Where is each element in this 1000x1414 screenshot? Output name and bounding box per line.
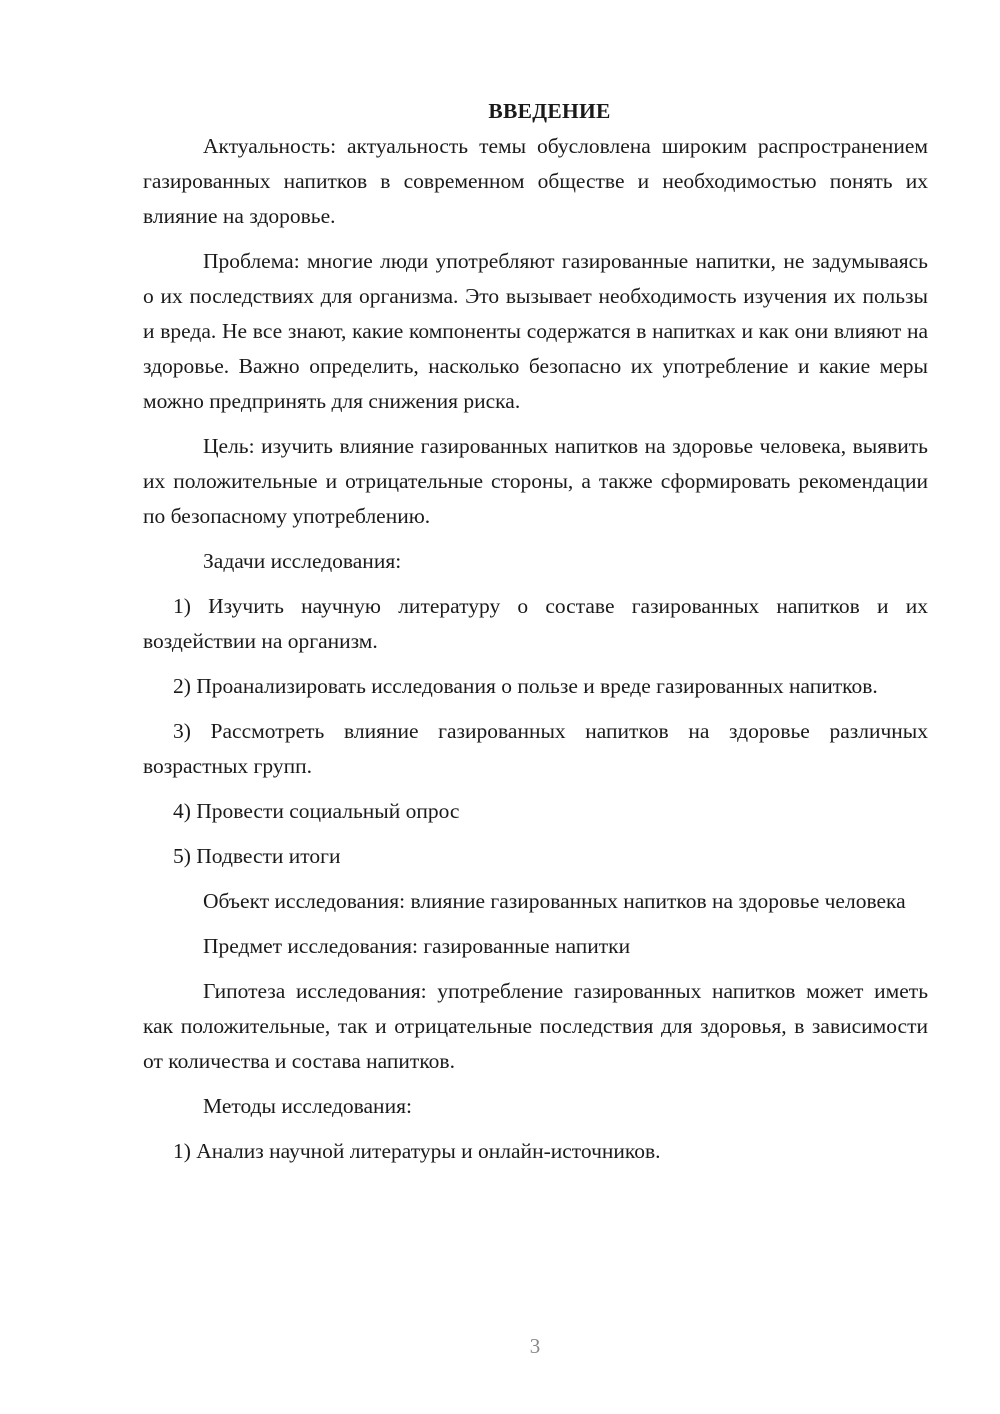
list-item-task-3: 3) Рассмотреть влияние газированных напитков на здоровье различных возрастных групп. — [143, 719, 928, 778]
list-item-task-5: 5) Подвести итоги — [173, 844, 341, 868]
list-item-task-2: 2) Проанализировать исследования о пользе и вреде газированных напитков. — [173, 674, 878, 698]
list-item-method-1: 1) Анализ научной литературы и онлайн-источников. — [173, 1139, 661, 1163]
paragraph-methods-heading: Методы исследования: — [203, 1094, 412, 1118]
page-title: ВВЕДЕНИЕ — [488, 99, 611, 123]
list-item-task-4: 4) Провести социальный опрос — [173, 799, 460, 823]
list-item-task-1: 1) Изучить научную литературу о составе газированных напитков и их воздействии на организм. — [143, 594, 928, 653]
paragraph-goal: Цель: изучить влияние газированных напитков на здоровье человека, выявить их положительные и отрицательные стороны, а также сформировать рекомендации по безопасному употреблению. — [143, 434, 928, 528]
paragraph-tasks-heading: Задачи исследования: — [203, 549, 402, 573]
paragraph-hypothesis: Гипотеза исследования: употребление газированных напитков может иметь как положительные, так и отрицательные последствия для здоровья, в зависимости от количества и состава напитков. — [143, 979, 928, 1073]
paragraph-problem: Проблема: многие люди употребляют газированные напитки, не задумываясь о их последствиях для организма. Это вызывает необходимость изучения их пользы и вреда. Не все знают, какие компоненты содержатся в напитках и как они влияют на здоровье. Важно определить, насколько безопасно их употребление и какие меры можно предпринять для снижения риска. — [143, 249, 928, 413]
paragraph-relevance: Актуальность: актуальность темы обусловлена широким распространением газированных напитков в современном обществе и необходимостью понять их влияние на здоровье. — [143, 134, 928, 228]
paragraph-object: Объект исследования: влияние газированных напитков на здоровье человека — [203, 889, 906, 913]
page-number: 3 — [529, 1334, 541, 1358]
paragraph-subject: Предмет исследования: газированные напитки — [203, 934, 631, 958]
document-page — [143, 94, 928, 1169]
